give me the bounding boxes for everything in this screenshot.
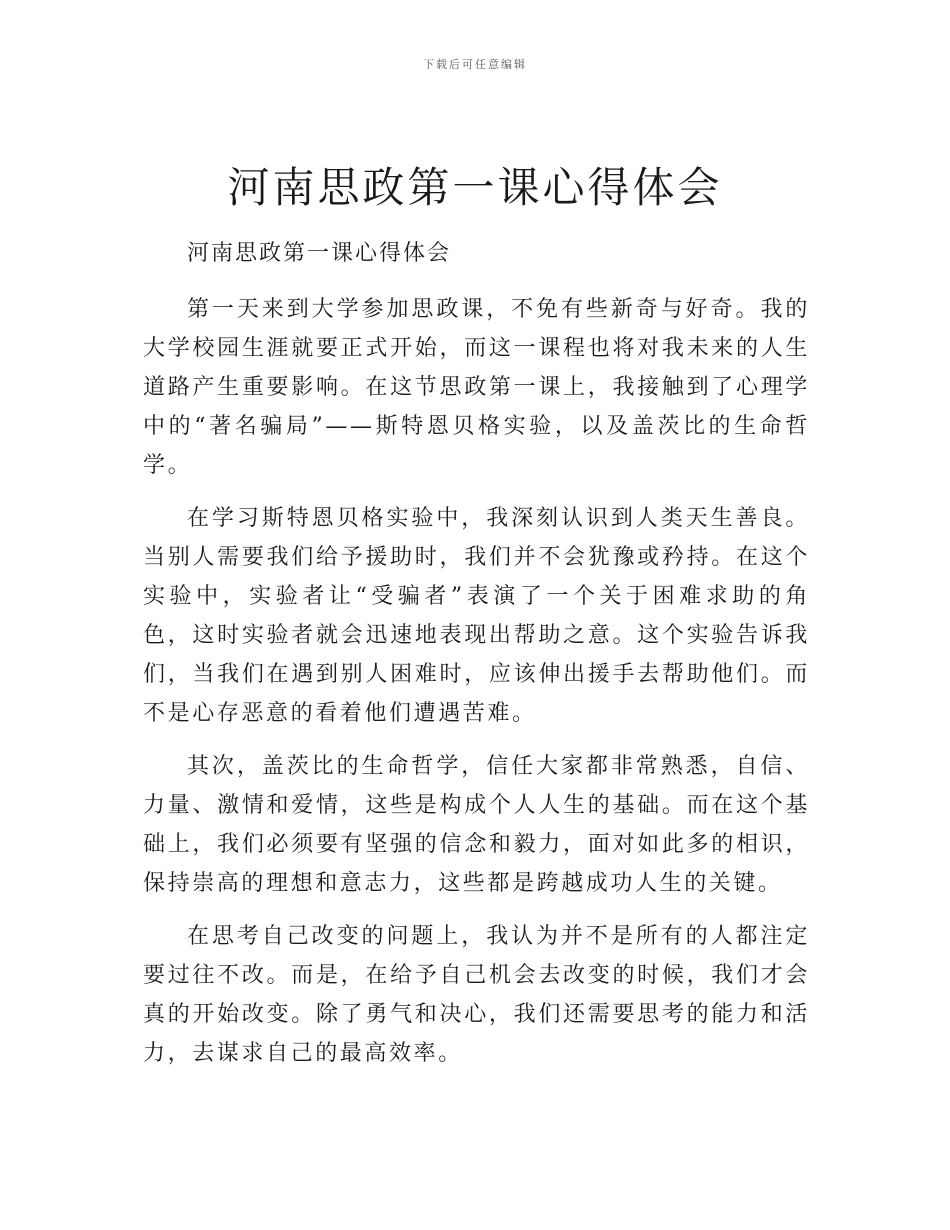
- header-note: 下载后可任意编辑: [423, 58, 527, 71]
- document-title: 河南思政第一课心得体会: [227, 163, 723, 212]
- document-body: [143, 232, 810, 1073]
- document-subtitle: 河南思政第一课心得体会: [187, 241, 452, 266]
- paragraph-2: 在学习斯特恩贝格实验中，我深刻认识到人类天生善良。当别人需要我们给予援助时，我们并不会犹豫或矜持。在这个实验中，实验者让“受骗者”表演了一个关于困难求助的角色，这时实验者就会迅速地表现出帮助之意。这个实验告诉我们，当我们在遇到别人困难时，应该伸出援手去帮助他们。而不是心存恶意的看着他们遭遇苦难。: [143, 506, 810, 726]
- paragraph-1: 第一天来到大学参加思政课，不免有些新奇与好奇。我的大学校园生涯就要正式开始，而这一课程也将对我未来的人生道路产生重要影响。在这节思政第一课上，我接触到了心理学中的“著名骗局”——斯特恩贝格实验，以及盖茨比的生命哲学。: [143, 297, 810, 478]
- paragraph-3: 其次，盖茨比的生命哲学，信任大家都非常熟悉，自信、力量、激情和爱情，这些是构成个人人生的基础。而在这个基础上，我们必须要有坚强的信念和毅力，面对如此多的相识，保持崇高的理想和意志力，这些都是跨越成功人生的关键。: [143, 754, 810, 896]
- paragraph-4: 在思考自己改变的问题上，我认为并不是所有的人都注定要过往不改。而是，在给予自己机会去改变的时候，我们才会真的开始改变。除了勇气和决心，我们还需要思考的能力和活力，去谋求自己的最高效率。: [143, 924, 810, 1066]
